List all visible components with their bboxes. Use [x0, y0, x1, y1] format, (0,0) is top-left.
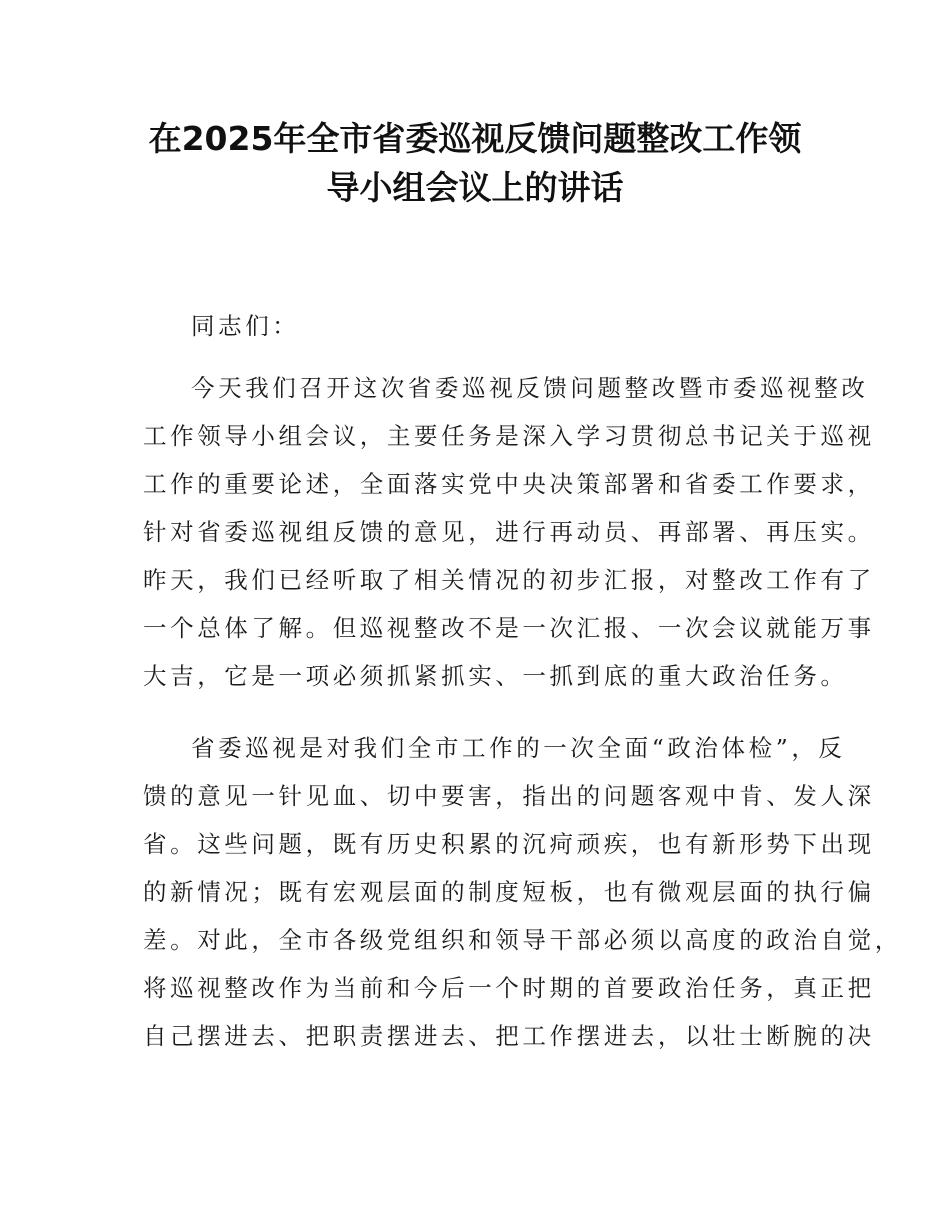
paragraph-line: 省。这些问题，既有历史积累的沉疴顽疾，也有新形势下出现: [143, 830, 875, 858]
paragraph-line: 省委巡视是对我们全市工作的一次全面“政治体检”，反: [191, 734, 846, 762]
paragraph-line: 针对省委巡视组反馈的意见，进行再动员、再部署、再压实。: [143, 518, 875, 546]
salutation: 同志们：: [191, 312, 300, 340]
title-line-2: 导小组会议上的讲话: [326, 168, 624, 207]
paragraph-line: 将巡视整改作为当前和今后一个时期的首要政治任务，真正把: [143, 974, 875, 1002]
title-line-1: 在2025年全市省委巡视反馈问题整改工作领: [148, 119, 802, 158]
paragraph-line: 差。对此，全市各级党组织和领导干部必须以高度的政治自觉，: [143, 926, 902, 954]
paragraph-line: 馈的意见一针见血、切中要害，指出的问题客观中肯、发人深: [143, 782, 875, 810]
paragraph-line: 大吉，它是一项必须抓紧抓实、一抓到底的重大政治任务。: [143, 662, 848, 690]
paragraph-line: 昨天，我们已经听取了相关情况的初步汇报，对整改工作有了: [143, 566, 875, 594]
paragraph-line: 一个总体了解。但巡视整改不是一次汇报、一次会议就能万事: [143, 614, 875, 642]
paragraph-line: 工作的重要论述，全面落实党中央决策部署和省委工作要求，: [143, 470, 875, 498]
paragraph-line: 的新情况；既有宏观层面的制度短板，也有微观层面的执行偏: [143, 878, 875, 906]
paragraph-line: 自己摆进去、把职责摆进去、把工作摆进去，以壮士断腕的决: [143, 1022, 875, 1050]
paragraph-line: 工作领导小组会议，主要任务是深入学习贯彻总书记关于巡视: [143, 422, 875, 450]
paragraph-line: 今天我们召开这次省委巡视反馈问题整改暨市委巡视整改: [191, 374, 869, 402]
